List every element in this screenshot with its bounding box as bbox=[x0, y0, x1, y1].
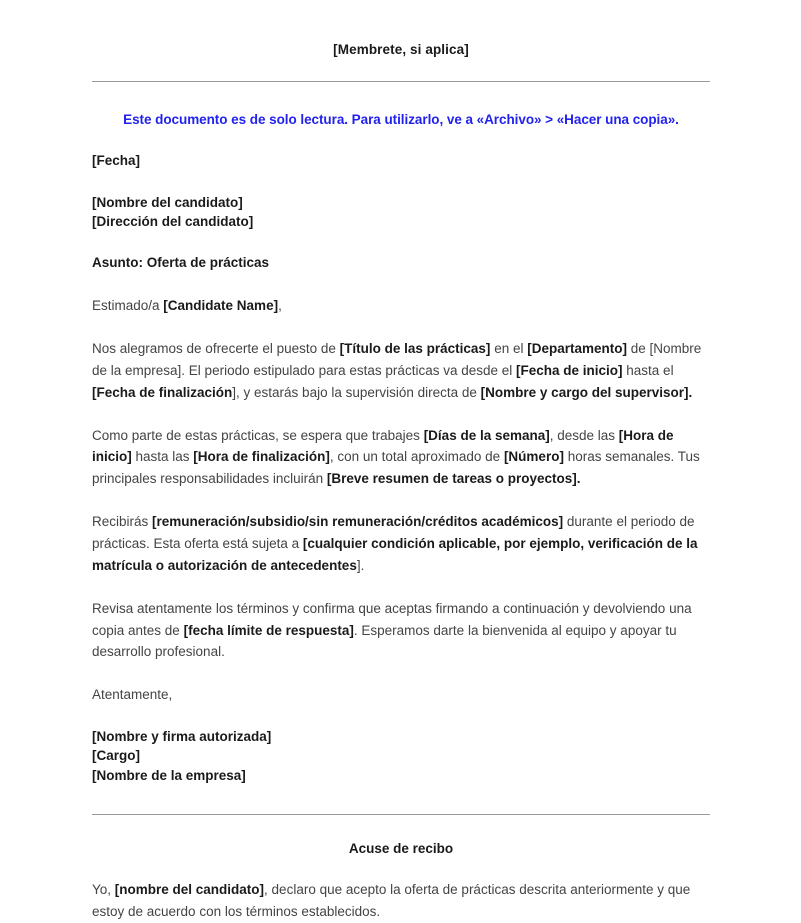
recipient-name: [Nombre del candidato] bbox=[92, 194, 243, 210]
acceptance-b1: [fecha límite de respuesta] bbox=[183, 622, 354, 638]
recipient-address: [Dirección del candidato] bbox=[92, 214, 254, 230]
paragraph-acknowledgment bbox=[92, 858, 710, 923]
acceptance-t2: . Esperamos darte la bienvenida al equipo y apoyar tu desarrollo profesional. bbox=[92, 622, 677, 660]
schedule-b5: [Breve resumen de tareas o proyectos]. bbox=[326, 471, 581, 487]
salutation bbox=[92, 274, 710, 317]
paragraph-offer bbox=[92, 317, 710, 404]
compensation-b2: [cualquier condición aplicable, por ejemplo, verificación de la matrícula o autorización de antecedentes bbox=[92, 536, 698, 573]
signature-block bbox=[92, 706, 710, 784]
closing-text: Atentamente, bbox=[92, 687, 173, 703]
offer-b3: [Fecha de inicio] bbox=[516, 362, 623, 378]
offer-b2: [Departamento] bbox=[527, 341, 627, 357]
signature-title: [Cargo] bbox=[92, 748, 140, 764]
signature-name: [Nombre y firma autorizada] bbox=[92, 729, 272, 745]
closing-line bbox=[92, 663, 710, 706]
schedule-b2: [Hora de inicio] bbox=[92, 427, 674, 465]
signature-company: [Nombre de la empresa] bbox=[92, 767, 246, 783]
readonly-notice: Este documento es de solo lectura. Para utilizarlo, ve a «Archivo» > «Hacer una copia». bbox=[123, 111, 679, 127]
document-content bbox=[92, 0, 710, 923]
acknowledgment-b1: [nombre del candidato] bbox=[114, 882, 265, 898]
subject-line bbox=[92, 231, 710, 274]
date-placeholder-text: [Fecha] bbox=[92, 153, 141, 169]
offer-b5: [Nombre y cargo del supervisor]. bbox=[480, 384, 693, 400]
paragraph-acceptance bbox=[92, 577, 710, 664]
offer-t1: Nos alegramos de ofrecerte el puesto de bbox=[92, 341, 340, 357]
schedule-b1: [Días de la semana] bbox=[423, 427, 550, 443]
compensation-b1: [remuneración/subsidio/sin remuneración/créditos académicos] bbox=[152, 514, 564, 530]
paragraph-schedule bbox=[92, 404, 710, 491]
schedule-t4: , con un total aproximado de bbox=[329, 449, 504, 465]
acknowledgment-t2: , declaro que acepto la oferta de prácticas descrita anteriormente y que estoy de acuerdo con los términos establecidos. bbox=[92, 882, 691, 920]
recipient-block bbox=[92, 172, 710, 231]
salutation-lead: Estimado/a bbox=[92, 298, 164, 314]
acknowledgment-t1: Yo, bbox=[92, 882, 115, 898]
offer-b1: [Título de las prácticas] bbox=[339, 341, 491, 357]
schedule-b4: [Número] bbox=[503, 449, 564, 465]
schedule-b3: [Hora de finalización] bbox=[193, 449, 330, 465]
letterhead-heading: [Membrete, si aplica] bbox=[333, 42, 469, 57]
offer-b4: [Fecha de finalización bbox=[92, 384, 233, 400]
compensation-t1: Recibirás bbox=[92, 514, 153, 530]
schedule-t5: horas semanales. Tus principales responsabilidades incluirán bbox=[92, 449, 700, 487]
date-placeholder bbox=[92, 129, 710, 172]
paragraph-compensation bbox=[92, 490, 710, 577]
acknowledgment-heading: Acuse de recibo bbox=[348, 840, 454, 856]
salutation-trail: , bbox=[278, 298, 282, 314]
offer-t4: hasta el bbox=[622, 362, 674, 378]
schedule-t3: hasta las bbox=[131, 449, 194, 465]
subject-text: Asunto: Oferta de prácticas bbox=[92, 255, 270, 271]
compensation-t3: ]. bbox=[356, 557, 365, 573]
offer-t3: de [Nombre de la empresa]. El periodo estipulado para estas prácticas va desde el bbox=[92, 341, 702, 378]
compensation-t2: durante el periodo de prácticas. Esta oferta está sujeta a bbox=[92, 514, 695, 552]
schedule-t2: , desde las bbox=[549, 427, 619, 443]
schedule-t1: Como parte de estas prácticas, se espera que trabajes bbox=[92, 427, 424, 443]
offer-t2: en el bbox=[490, 341, 528, 357]
salutation-placeholder: [Candidate Name] bbox=[163, 298, 279, 314]
acceptance-t1: Revisa atentamente los términos y confirma que aceptas firmando a continuación y devolviendo una copia antes de bbox=[92, 600, 692, 638]
offer-t5: ], y estarás bajo la supervisión directa de bbox=[232, 384, 481, 400]
